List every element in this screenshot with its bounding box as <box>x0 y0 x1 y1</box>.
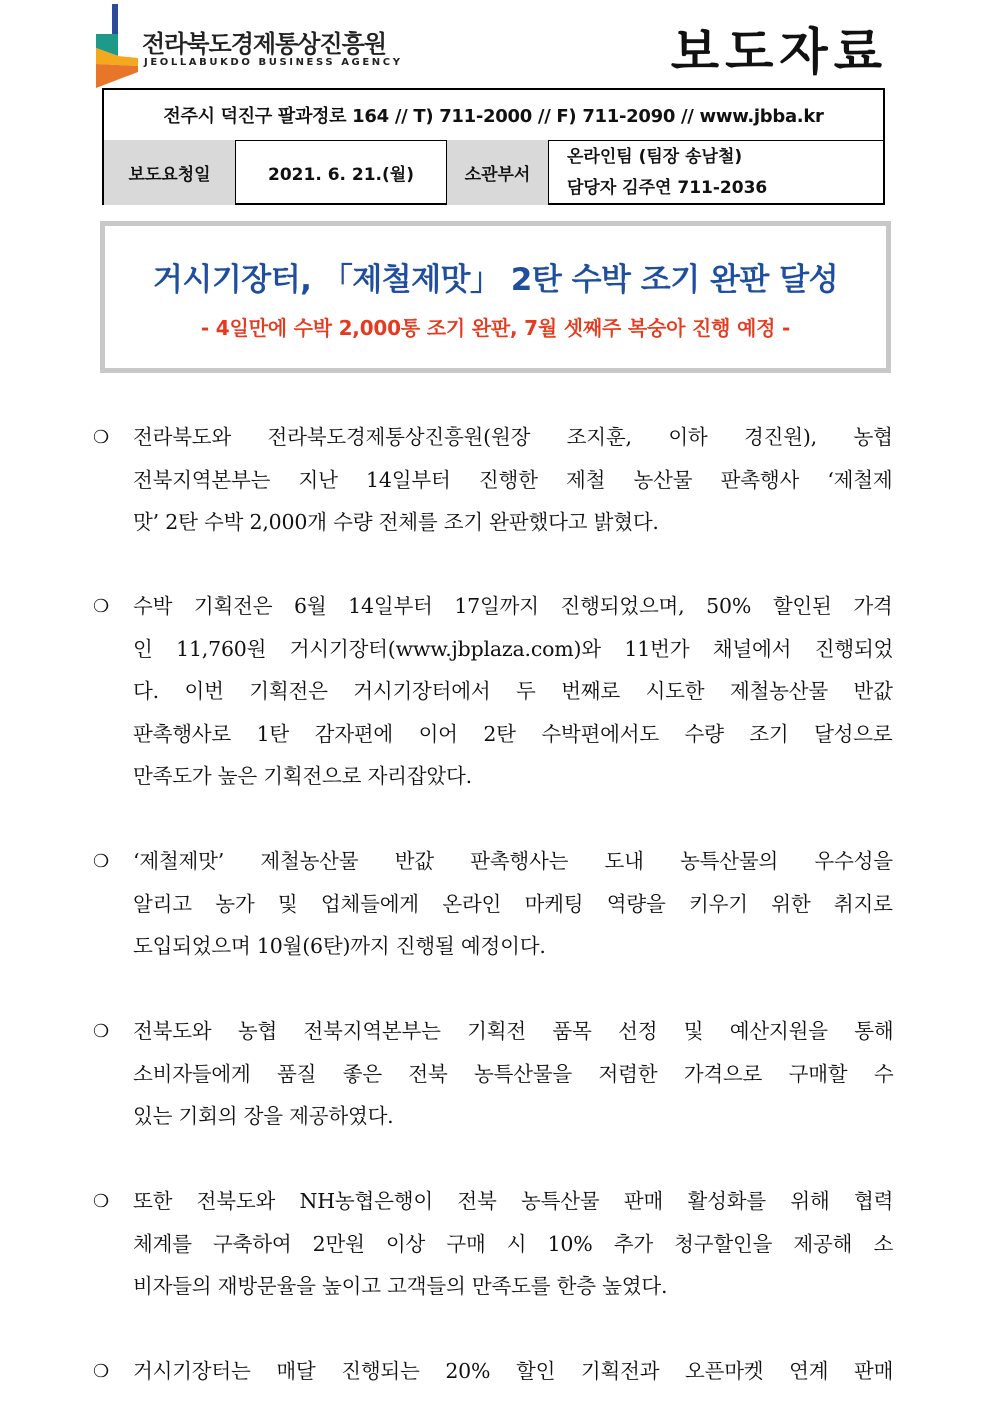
paragraph-line: 수박 기획전은 6월 14일부터 17일까지 진행되었으며, 50% 할인된 가격 <box>133 594 893 618</box>
paragraph-line: 맛’ 2탄 수박 2,000개 수량 전체를 조기 완판했다고 밝혔다. <box>133 510 659 534</box>
org-logo <box>94 4 403 88</box>
paragraph-line: 인 11,760원 거시기장터(www.jbplaza.com)와 11번가 채널에서 진행되었 <box>133 636 894 661</box>
logo-mark-icon <box>94 4 138 88</box>
paragraph-line: 도입되었으며 10월(6탄)까지 진행될 예정이다. <box>133 934 546 958</box>
department-name: 온라인팀 (팀장 송남철) <box>567 146 743 167</box>
info-row <box>104 140 883 205</box>
department-value <box>549 140 883 205</box>
org-name: 전라북도경제통상진흥원 <box>142 30 387 58</box>
paragraph-line: 거시기장터는 매달 진행되는 20% 할인 기획전과 오픈마켓 연계 판매 <box>133 1359 894 1383</box>
paragraph-line: 소비자들에게 품질 좋은 전북 농특산물을 저렴한 가격으로 구매할 수 <box>133 1061 894 1086</box>
paragraph-line: 있는 기회의 장을 제공하였다. <box>133 1104 394 1128</box>
contact-person: 담당자 김주연 711-2036 <box>567 177 768 198</box>
bullet-circle-icon: ❍ <box>93 426 110 448</box>
paragraph-line: 알리고 농가 및 업체들에게 온라인 마케팅 역량을 키우기 위한 취지로 <box>133 891 893 916</box>
contact-address: 전주시 덕진구 팔과정로 164 // T) 711-2000 // F) 711-2090 // www.jbba.kr <box>104 90 883 141</box>
paragraph-line: 비자들의 재방문율을 높이고 고객들의 만족도를 한층 높였다. <box>133 1274 668 1298</box>
doc-type-title: 보도자료 <box>670 23 888 81</box>
release-date-value: 2021. 6. 21.(월) <box>236 140 447 205</box>
paragraph-line: ‘제철제맛’ 제철농산물 반값 판촉행사는 도내 농특산물의 우수성을 <box>133 849 893 873</box>
paragraph-line: 전라북도와 전라북도경제통상진흥원(원장 조지훈, 이하 경진원), 농협 <box>133 425 893 449</box>
bullet-circle-icon: ❍ <box>93 1020 110 1042</box>
paragraph-line: 판촉행사로 1탄 감자편에 이어 2탄 수박편에서도 수량 조기 달성으로 <box>133 721 893 746</box>
department-label: 소관부서 <box>447 140 549 205</box>
org-name-en: JEOLLABUKDO BUSINESS AGENCY <box>144 57 403 68</box>
headline-box <box>100 221 891 373</box>
bullet-circle-icon: ❍ <box>93 1190 110 1212</box>
release-date-label: 보도요청일 <box>104 140 236 205</box>
headline-subtitle: - 4일만에 수박 2,000통 조기 완판, 7월 셋째주 복숭아 진행 예정 - <box>200 316 791 340</box>
bullet-circle-icon: ❍ <box>93 595 110 617</box>
bullet-circle-icon: ❍ <box>93 850 110 872</box>
paragraph-line: 체계를 구축하여 2만원 이상 구매 시 10% 추가 청구할인을 제공해 소 <box>133 1231 894 1256</box>
paragraph-line: 만족도가 높은 기획전으로 자리잡았다. <box>133 764 472 788</box>
bullet-circle-icon: ❍ <box>93 1360 110 1382</box>
info-table <box>102 88 885 205</box>
paragraph-line: 또한 전북도와 NH농협은행이 전북 농특산물 판매 활성화를 위해 협력 <box>133 1189 894 1213</box>
paragraph-line: 전북지역본부는 지난 14일부터 진행한 제철 농산물 판촉행사 ‘제철제 <box>133 467 893 492</box>
headline-title: 거시기장터, 「제철제맛」 2탄 수박 조기 완판 달성 <box>152 262 839 298</box>
paragraph-line: 다. 이번 기획전은 거시기장터에서 두 번째로 시도한 제철농산물 반값 <box>133 679 893 703</box>
paragraph-line: 전북도와 농협 전북지역본부는 기획전 품목 선정 및 예산지원을 통해 <box>133 1019 894 1043</box>
